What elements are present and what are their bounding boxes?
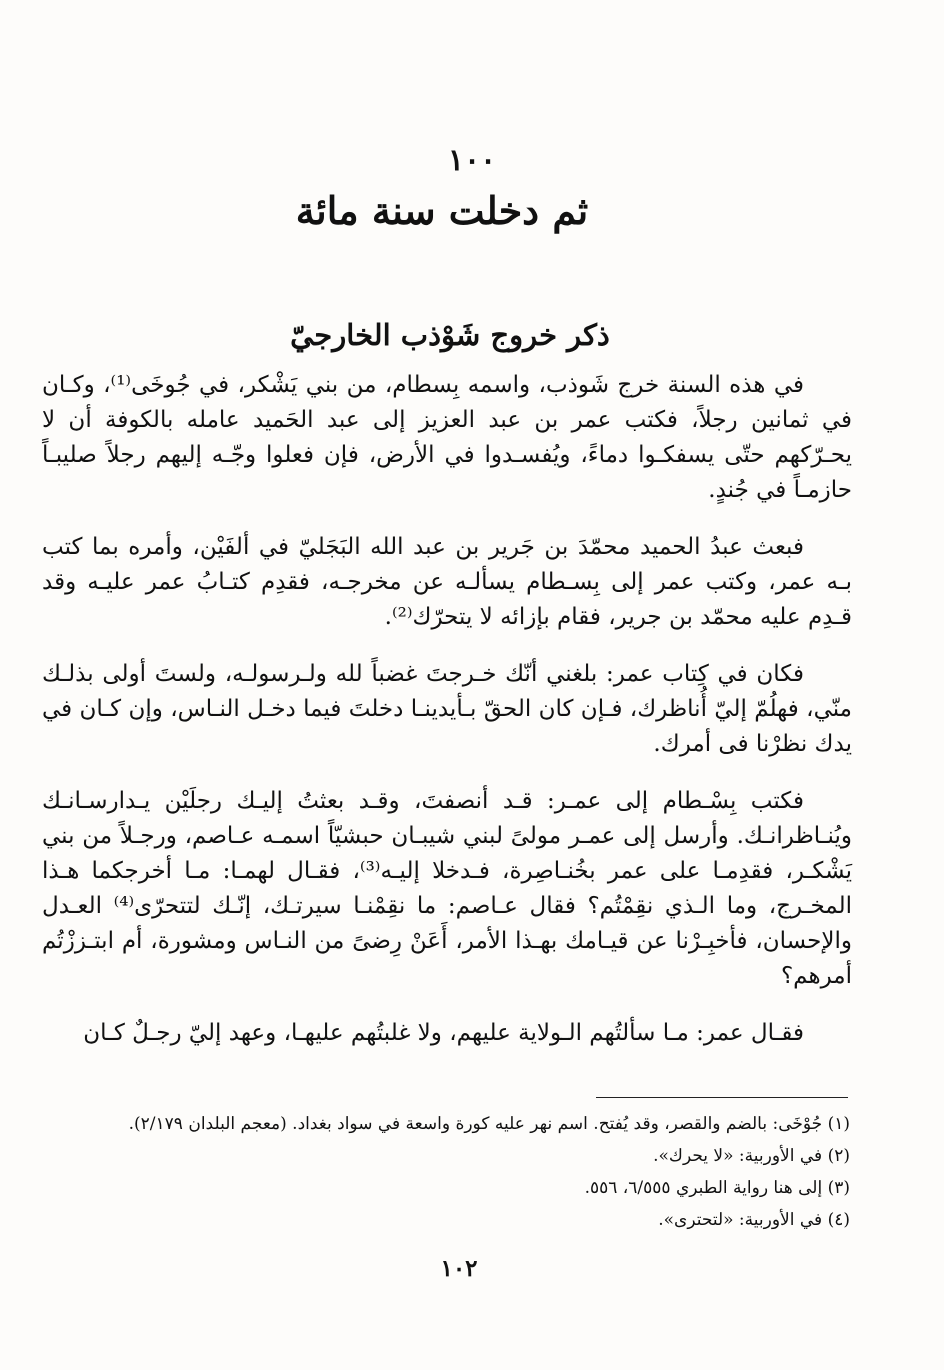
paragraph: فبعث عبدُ الحميد محمّدَ بن جَرير بن عبد الله البَجَليّ في ألفَيْن، وأمره بما كتب بـه عمر، وكتب عمر إلى بِسـطام يسألـه عن مخرجـه، فقدِم كتـابُ عمر عليـه وقد قـدِم عليه محمّد بن جرير، فقام بإزائه لا يتحرّك⁽²⁾. [42,534,852,630]
paragraph: في هذه السنة خرج شَوذب، واسمه بِسطام، من بني يَشْكر، في جُوخَى⁽¹⁾، وكـان في ثمانين رجلاً، فكتب عمر بن عبد العزيز إلى عبد الحَميد عامله بالكوفة أن لا يحـرّكهم حتّى يسفكـوا دماءً، ويُفسـدوا في الأرض، فإن فعلوا وجّـه إليهم رجلاً صليبـاً حازمـاً في جُندٍ. [42,372,852,503]
footnote-4: (٤) في الأوربية: «لتحترى». [658,1210,850,1230]
page-number: ١٠٢ [440,1255,478,1282]
year-heading: ١٠٠ [447,143,497,178]
footnote-divider [596,1097,848,1098]
footnote-3: (٣) إلى هنا رواية الطبري ٦/٥٥٥، ٥٥٦. [584,1178,850,1198]
footnote-2: (٢) في الأوربية: «لا يحرك». [653,1146,850,1166]
paragraph: فكان في كِتاب عمر: بلغني أنّك خـرجتَ غضباً لله ولـرسولـه، ولستَ أولى بذلـك منّي، فهلُمّ إليّ أُناظرك، فـإن كان الحقّ بـأيدينـا دخلتَ فيما دخـل النـاس، وإن كـان في يدك نظرْنا فى أمرك. [42,661,852,757]
main-text [42,368,852,1073]
section-title: ذكر خروج شَوْذب الخارجيّ [290,318,610,352]
paragraph: فكتب بِسْـطام إلى عمـر: قـد أنصفتَ، وقـد بعثتُ إليـك رجلَيْن يـدارسـانـك ويُنـاظرانـك. وأرسل إلى عمـر مولىً لبني شيبـان حبشيّاً اسمـه عـاصم، ورجـلاً من بني يَشْكـر، فقدِمـا على عمر بخُنـاصِرة، فـدخلا إليـه⁽³⁾، فقـال لهمـا: مـا أخرجكما هـذا المخـرج، وما الـذي نقِمْتُم؟ فقال عـاصم: ما نقِمْنـا سيرتـك، إنّـك لتتحرّى⁽⁴⁾ العـدل والإحسان، فأخبِـرْنا عن قيـامك بهـذا الأمر، أَعَنْ رِضىً من النـاس ومشورة، أم ابتـززْتُم أمرهم؟ [42,788,852,989]
footnotes [42,1108,850,1236]
chapter-title: ثم دخلت سنة مائة [295,188,589,233]
paragraph: فقـال عمر: مـا سألتُهم الـولاية عليهم، ولا غلبتُهم عليهـا، وعهد إليّ رجـلٌ كـان [83,1020,804,1046]
footnote-1: (١) جُوْخَى: بالضم والقصر، وقد يُفتح. اسم نهر عليه كورة واسعة في سواد بغداد. (معجم البلدان ٢/١٧٩). [128,1114,850,1134]
